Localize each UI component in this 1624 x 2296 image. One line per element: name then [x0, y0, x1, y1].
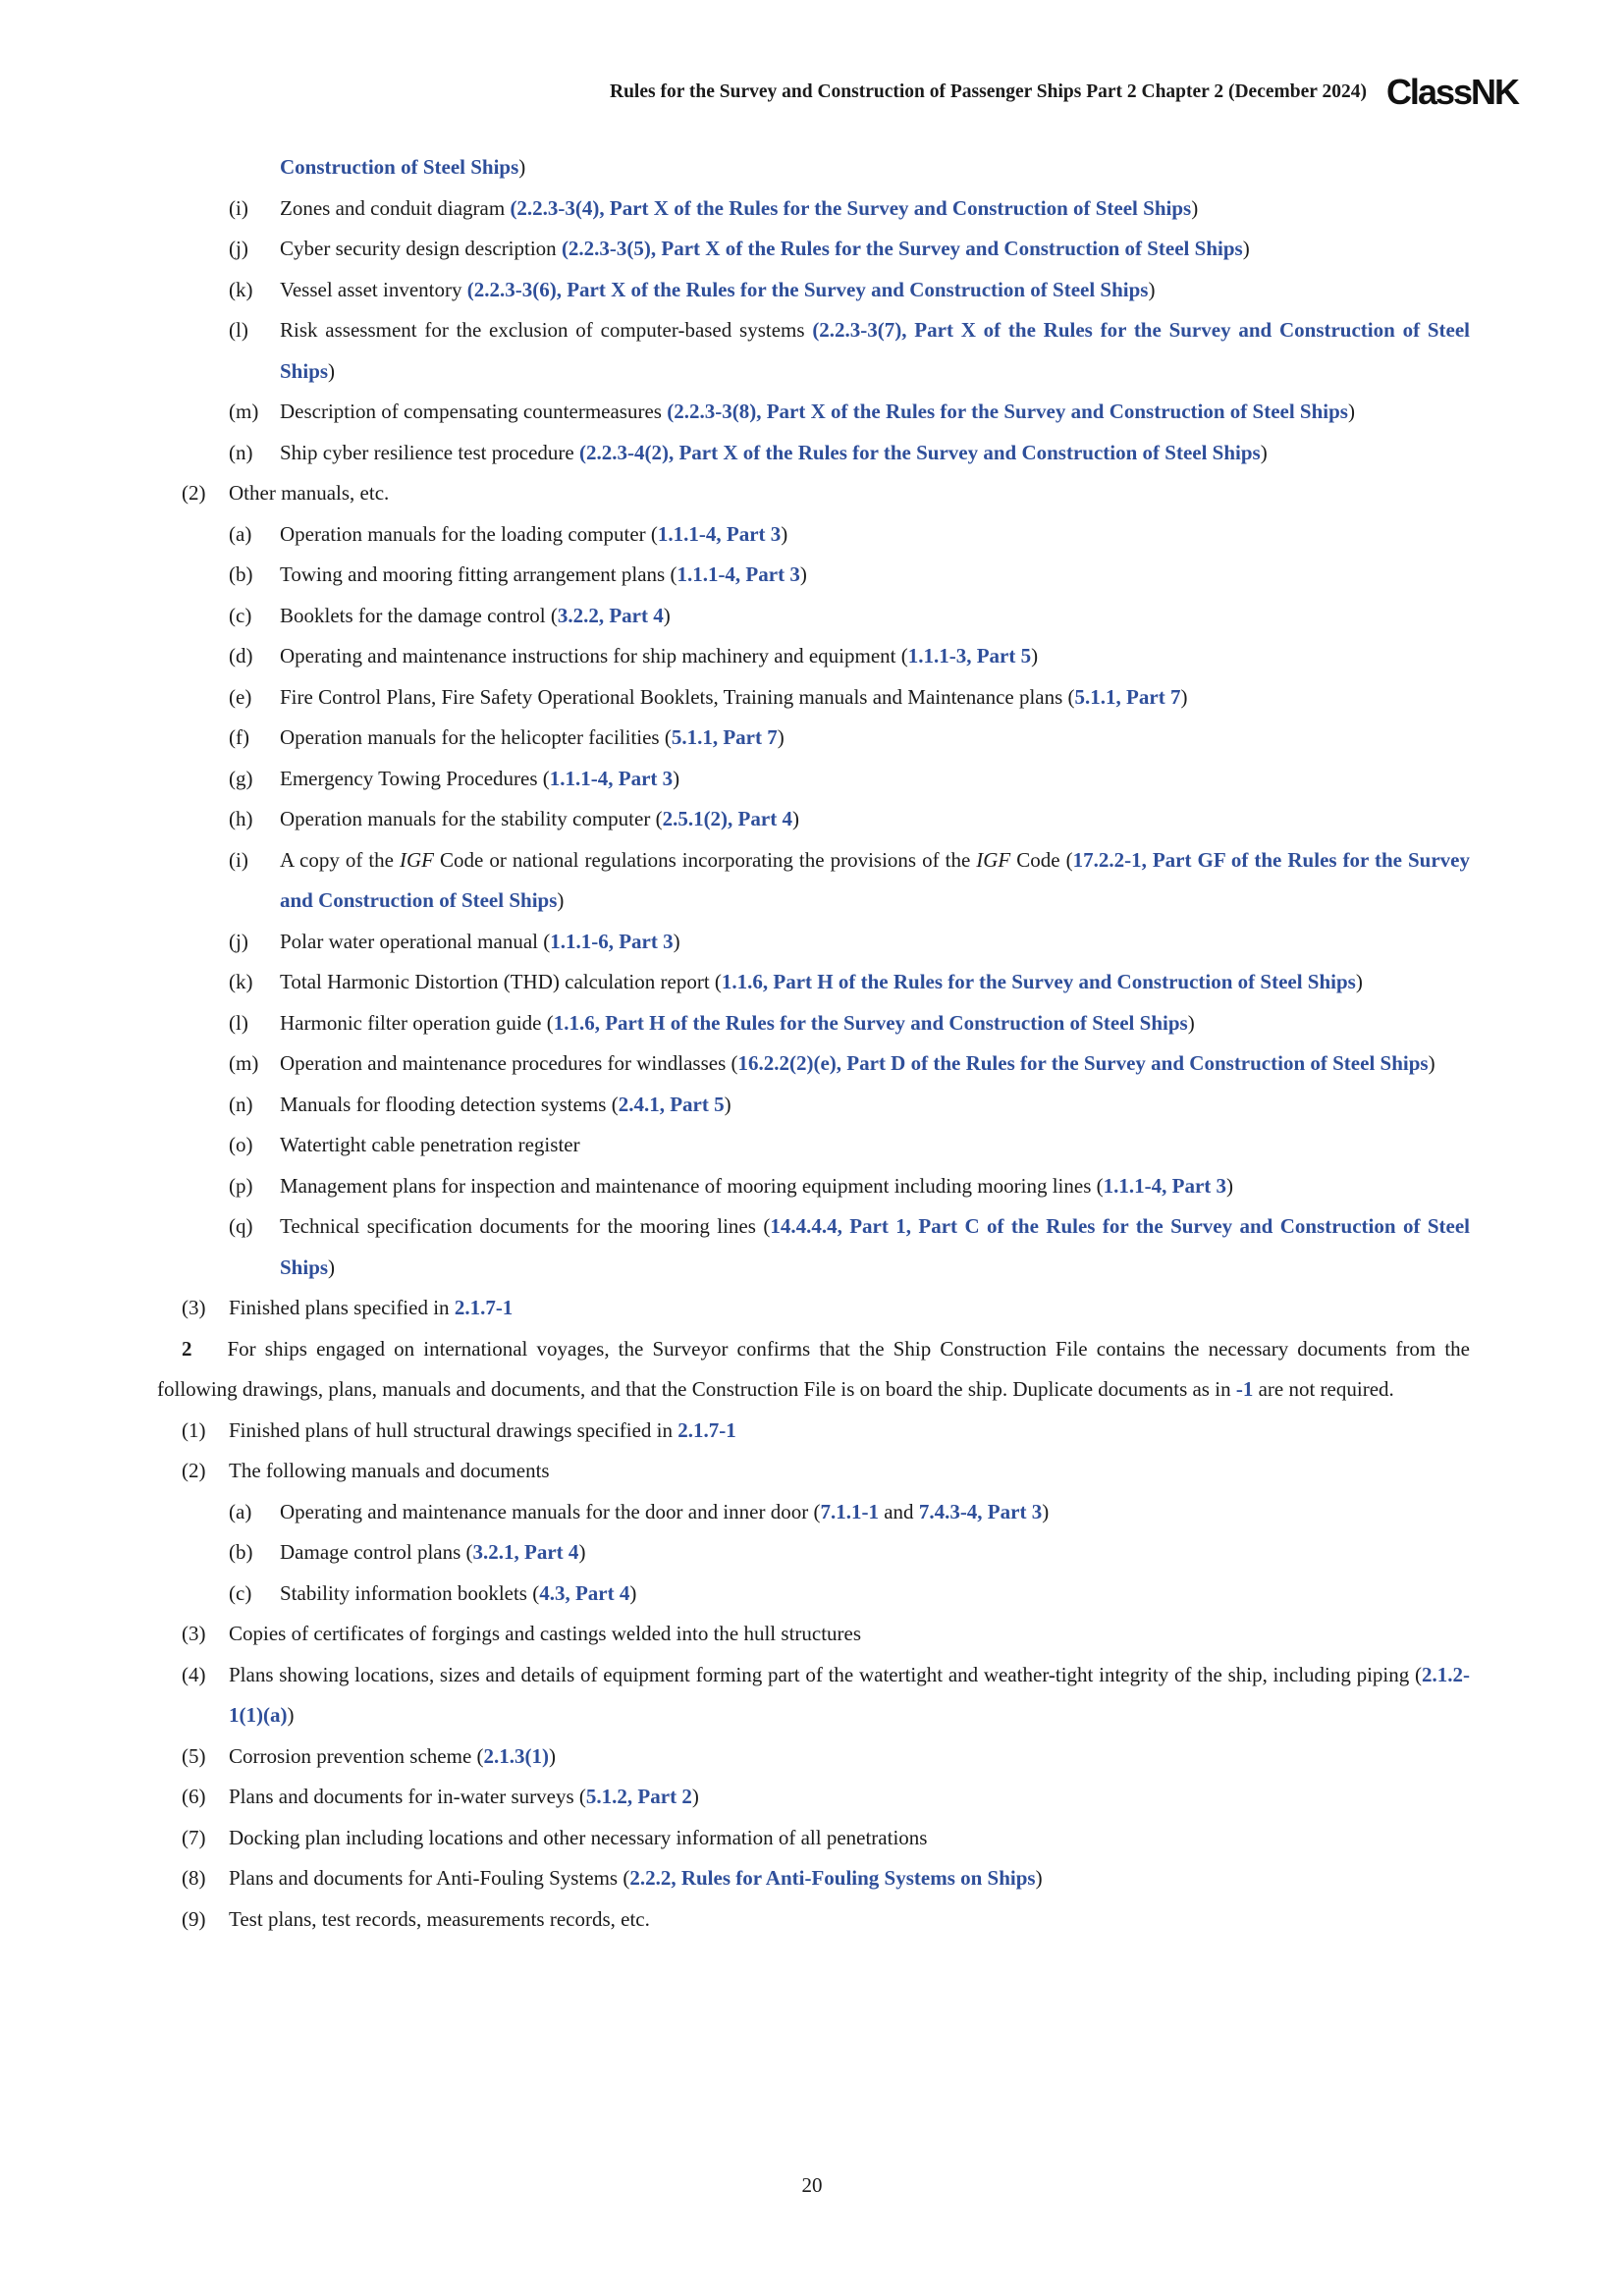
list-item [157, 1899, 1470, 1941]
list-item [157, 555, 1470, 596]
list-item [157, 1125, 1470, 1166]
continuation-line [280, 147, 1470, 188]
list-marker: (l) [229, 318, 248, 342]
list-marker: (8) [182, 1866, 206, 1890]
text-segment: Test plans, test records, measurements records, etc. [229, 1906, 650, 1931]
text-segment: Code or national regulations incorporating the provisions of the [434, 847, 977, 872]
text-segment: ) [1180, 684, 1188, 709]
text-segment: Risk assessment for the exclusion of computer-based systems [280, 318, 813, 342]
list-item-text [280, 1125, 1470, 1166]
list-marker: (k) [229, 970, 253, 993]
rule-reference-link[interactable]: 2.1.3(1) [483, 1743, 550, 1768]
text-segment: Docking plan including locations and other necessary information of all penetrations [229, 1825, 928, 1849]
list-item [157, 1288, 1470, 1329]
text-segment: Corrosion prevention scheme ( [229, 1743, 484, 1768]
text-segment: Booklets for the damage control ( [280, 603, 558, 627]
rule-reference-link[interactable]: -1 [1235, 1377, 1254, 1401]
list-marker: (3) [182, 1296, 206, 1319]
list-item-text [280, 799, 1470, 840]
text-segment: ) [781, 521, 788, 546]
list-item [157, 1818, 1470, 1859]
text-segment: Operation and maintenance procedures for windlasses ( [280, 1051, 738, 1075]
list-item [157, 759, 1470, 800]
list-item [157, 229, 1470, 270]
list-item [157, 1206, 1470, 1288]
page-number: 20 [801, 2173, 823, 2197]
list-item [157, 1858, 1470, 1899]
text-segment: Fire Control Plans, Fire Safety Operational Booklets, Training manuals and Maintenance plans ( [280, 684, 1075, 709]
text-segment: ) [1226, 1173, 1234, 1198]
rule-reference-link[interactable]: 3.2.2, Part 4 [557, 603, 664, 627]
text-segment: ) [791, 807, 799, 830]
text-segment: Operation manuals for the loading computer ( [280, 521, 658, 546]
list-item [157, 473, 1470, 514]
list-marker: (m) [229, 1051, 259, 1075]
list-item [157, 1411, 1470, 1452]
list-item [157, 433, 1470, 474]
list-item-text [229, 1858, 1470, 1899]
list-item-text [280, 1206, 1470, 1288]
rule-reference-link[interactable]: 5.1.1, Part 7 [671, 725, 778, 749]
paragraph-number: 2 [182, 1336, 192, 1361]
text-segment: Operating and maintenance manuals for the door and inner door ( [280, 1499, 821, 1523]
rule-reference-link[interactable]: 1.1.1-3, Part 5 [907, 644, 1032, 667]
text-segment-italic: IGF [400, 847, 434, 872]
text-segment: ) [1191, 195, 1199, 220]
text-segment: Operation manuals for the stability computer ( [280, 807, 663, 830]
list-item [157, 392, 1470, 433]
text-segment: ) [724, 1092, 731, 1116]
text-segment: Technical specification documents for the mooring lines ( [280, 1214, 771, 1238]
list-item [157, 799, 1470, 840]
list-item-text [280, 433, 1470, 474]
text-segment: ) [1035, 1866, 1043, 1890]
rule-reference-link[interactable]: 7.4.3-4, Part 3 [918, 1499, 1043, 1523]
text-segment: ) [663, 603, 671, 627]
rule-reference-link[interactable]: 14.4.4.4, Part 1, Part C of the Rules for the Survey and Construction of Steel Ships [280, 1214, 1471, 1279]
rule-reference-link[interactable]: 3.2.1, Part 4 [472, 1540, 579, 1564]
text-segment: are not required. [1253, 1377, 1394, 1401]
numbered-paragraph [157, 1329, 1470, 1411]
text-segment: The following manuals and documents [229, 1459, 550, 1482]
text-segment: Harmonic filter operation guide ( [280, 1010, 554, 1035]
list-marker: (5) [182, 1743, 206, 1768]
list-item [157, 1532, 1470, 1574]
list-item-text [229, 1411, 1470, 1452]
rule-reference-link[interactable]: 1.1.1-4, Part 3 [657, 521, 782, 546]
list-marker: (p) [229, 1173, 253, 1198]
text-segment: Ship cyber resilience test procedure [280, 440, 579, 464]
list-item-text [280, 310, 1470, 392]
text-segment: Polar water operational manual ( [280, 929, 551, 953]
list-item-text [229, 1288, 1470, 1329]
list-item-text [280, 1085, 1470, 1126]
list-marker: (m) [229, 400, 259, 423]
rule-reference-link[interactable]: 2.5.1(2), Part 4 [662, 807, 792, 830]
text-segment: ) [1031, 644, 1039, 667]
text-segment: Total Harmonic Distortion (THD) calculation report ( [280, 970, 722, 993]
list-item-text [280, 677, 1470, 719]
rule-reference-link[interactable]: 1.1.1-4, Part 3 [549, 766, 674, 790]
list-item-text [280, 514, 1470, 556]
text-segment: Operation manuals for the helicopter facilities ( [280, 725, 672, 749]
rule-reference-link[interactable]: 1.1.6, Part H of the Rules for the Survey and Construction of Steel Ships [721, 970, 1356, 993]
text-segment: Finished plans of hull structural drawings specified in [229, 1417, 678, 1442]
list-marker: (f) [229, 725, 249, 749]
list-marker: (c) [229, 1580, 252, 1605]
rule-reference-link[interactable]: 5.1.1, Part 7 [1074, 684, 1181, 709]
list-item-text [280, 555, 1470, 596]
text-segment: ) [1347, 400, 1355, 423]
list-marker: (e) [229, 684, 252, 709]
list-marker: (n) [229, 440, 253, 464]
rule-reference-link[interactable]: 1.1.1-4, Part 3 [677, 562, 800, 586]
list-marker: (j) [229, 237, 248, 260]
list-item-text [229, 473, 1470, 514]
text-segment: Description of compensating countermeasures [280, 400, 668, 423]
text-segment: Plans and documents for Anti-Fouling Systems ( [229, 1866, 630, 1890]
rule-reference-link[interactable]: 2.1.7-1 [454, 1296, 514, 1319]
list-marker: (h) [229, 807, 253, 830]
list-item [157, 1451, 1470, 1492]
list-item [157, 1614, 1470, 1655]
text-segment: ) [549, 1743, 557, 1768]
text-segment: ) [287, 1703, 295, 1727]
list-item-text [280, 392, 1470, 433]
rule-reference-link[interactable]: 7.1.1-1 [820, 1499, 879, 1523]
list-marker: (2) [182, 481, 206, 505]
list-marker: (k) [229, 277, 253, 301]
list-item [157, 718, 1470, 759]
text-segment-italic: IGF [976, 847, 1011, 872]
list-item-text [280, 229, 1470, 270]
text-segment: Vessel asset inventory [280, 277, 467, 301]
text-segment: ) [673, 766, 680, 790]
list-marker: (2) [182, 1459, 206, 1482]
rule-reference-link[interactable]: (2.2.3-4(2), Part X of the Rules for the Survey and Construction of Steel Ships [578, 440, 1261, 464]
list-item [157, 1085, 1470, 1126]
list-marker: (1) [182, 1417, 206, 1442]
list-item-text [280, 270, 1470, 311]
list-marker: (n) [229, 1092, 253, 1116]
list-item [157, 1574, 1470, 1615]
list-marker: (6) [182, 1785, 206, 1808]
rule-reference-link[interactable]: (2.2.3-3(8), Part X of the Rules for the Survey and Construction of Steel Ships [667, 400, 1348, 423]
list-item-text [280, 759, 1470, 800]
rule-reference-link[interactable]: 2.2.2, Rules for Anti-Fouling Systems on Ships [629, 1866, 1036, 1890]
text-segment: ) [691, 1785, 699, 1808]
list-item-text [229, 1818, 1470, 1859]
list-item-text [280, 1003, 1470, 1044]
text-segment: ) [1242, 237, 1250, 260]
text-segment: Code ( [1010, 847, 1073, 872]
list-marker: (9) [182, 1906, 206, 1931]
text-segment: Copies of certificates of forgings and castings welded into the hull structures [229, 1622, 862, 1645]
text-segment: ) [1187, 1010, 1195, 1035]
rule-reference-link[interactable]: 16.2.2(2)(e), Part D of the Rules for the Survey and Construction of Steel Ships [737, 1051, 1429, 1075]
text-segment: ) [629, 1580, 637, 1605]
classnk-logo: ClassNK [1385, 72, 1518, 112]
rule-reference-link[interactable]: (2.2.3-3(7), Part X of the Rules for the Survey and Construction of Steel Ships [280, 318, 1470, 383]
text-segment: ) [1042, 1499, 1050, 1523]
list-item [157, 270, 1470, 311]
rule-reference-link[interactable]: 17.2.2-1, Part GF of the Rules for the Survey and Construction of Steel Ships [280, 847, 1470, 912]
rule-reference-link[interactable]: 2.4.1, Part 5 [618, 1092, 725, 1116]
list-item-text [229, 1736, 1470, 1778]
list-marker: (b) [229, 1540, 253, 1564]
rule-reference-link[interactable]: 1.1.1-4, Part 3 [1103, 1173, 1227, 1198]
text-segment: ) [557, 888, 565, 912]
text-segment: Stability information booklets ( [280, 1580, 540, 1605]
list-item-text [280, 1532, 1470, 1574]
list-item-text [280, 1574, 1470, 1615]
list-marker: (a) [229, 521, 252, 546]
list-marker: (a) [229, 1499, 252, 1523]
list-item [157, 922, 1470, 963]
list-item [157, 1492, 1470, 1533]
list-item-text [229, 1451, 1470, 1492]
list-marker: (7) [182, 1825, 206, 1849]
list-item [157, 1777, 1470, 1818]
text-segment: For ships engaged on international voyages, the Surveyor confirms that the Ship Construction File contains the necessary documents from the following drawings, plans, manuals and documents, and that the Construction File is on board the ship. Duplicate documents as in [157, 1336, 1470, 1401]
list-item-text [280, 1043, 1470, 1085]
rule-reference-link[interactable]: (2.2.3-3(5), Part X of the Rules for the Survey and Construction of Steel Ships [561, 237, 1243, 260]
list-item-text [229, 1655, 1470, 1736]
list-item [157, 514, 1470, 556]
text-segment: ) [518, 155, 526, 179]
list-marker: (i) [229, 847, 248, 872]
list-marker: (c) [229, 603, 252, 627]
list-item [157, 1166, 1470, 1207]
list-marker: (g) [229, 766, 253, 790]
page-header [0, 72, 1518, 112]
list-item-text [280, 718, 1470, 759]
text-segment: Manuals for flooding detection systems ( [280, 1092, 619, 1116]
rule-reference-link[interactable]: 1.1.6, Part H of the Rules for the Survey and Construction of Steel Ships [553, 1010, 1188, 1035]
text-segment: ) [328, 1255, 336, 1279]
text-segment: Plans and documents for in-water surveys ( [229, 1785, 586, 1808]
list-item-text [280, 1492, 1470, 1533]
header-title: Rules for the Survey and Construction of Passenger Ships Part 2 Chapter 2 (December 2024) [610, 81, 1367, 102]
text-segment: ) [1260, 440, 1268, 464]
list-item [157, 1736, 1470, 1778]
list-item [157, 188, 1470, 230]
list-item [157, 310, 1470, 392]
text-segment: ) [1148, 277, 1156, 301]
list-item-text [280, 962, 1470, 1003]
list-item-text [280, 1166, 1470, 1207]
text-segment: Finished plans specified in [229, 1296, 455, 1319]
list-item-text [280, 922, 1470, 963]
text-segment: A copy of the [280, 847, 400, 872]
list-item-text [229, 1777, 1470, 1818]
rule-reference-link[interactable]: Construction of Steel Ships [280, 155, 519, 179]
text-segment: Other manuals, etc. [229, 481, 390, 505]
list-marker: (j) [229, 929, 248, 953]
list-item-text [280, 596, 1470, 637]
list-marker: (i) [229, 195, 248, 220]
document-body [157, 147, 1470, 1940]
list-item [157, 962, 1470, 1003]
list-marker: (b) [229, 562, 253, 586]
page-footer [0, 2173, 1624, 2198]
rule-reference-link[interactable]: 1.1.1-6, Part 3 [550, 929, 674, 953]
list-marker: (o) [229, 1133, 253, 1156]
list-item-text [280, 636, 1470, 677]
list-item [157, 1003, 1470, 1044]
text-segment: and [878, 1499, 919, 1523]
text-segment: ) [777, 725, 785, 749]
rule-reference-link[interactable]: 5.1.2, Part 2 [585, 1785, 692, 1808]
text-segment: Damage control plans ( [280, 1540, 473, 1564]
text-segment: Watertight cable penetration register [280, 1133, 580, 1156]
list-marker: (3) [182, 1622, 206, 1645]
text-segment: ) [1355, 970, 1363, 993]
text-segment: ) [328, 358, 336, 383]
text-segment: ) [799, 562, 807, 586]
list-item-text [229, 1614, 1470, 1655]
rule-reference-link[interactable]: 4.3, Part 4 [539, 1580, 630, 1605]
list-item [157, 840, 1470, 922]
text-segment: Towing and mooring fitting arrangement plans ( [280, 562, 677, 586]
list-marker: (d) [229, 644, 253, 667]
list-item [157, 1655, 1470, 1736]
text-segment: ) [1428, 1051, 1435, 1075]
list-item [157, 1043, 1470, 1085]
text-segment: Cyber security design description [280, 237, 562, 260]
rule-reference-link[interactable]: (2.2.3-3(4), Part X of the Rules for the Survey and Construction of Steel Ships [510, 195, 1192, 220]
text-segment: ) [673, 929, 680, 953]
text-segment: Operating and maintenance instructions for ship machinery and equipment ( [280, 644, 908, 667]
text-segment: Management plans for inspection and maintenance of mooring equipment including mooring lines ( [280, 1173, 1104, 1198]
text-segment: ) [578, 1540, 586, 1564]
list-item [157, 677, 1470, 719]
rule-reference-link[interactable]: 2.1.7-1 [677, 1417, 736, 1442]
list-item [157, 596, 1470, 637]
list-item-text [280, 840, 1470, 922]
list-item-text [229, 1899, 1470, 1941]
rule-reference-link[interactable]: (2.2.3-3(6), Part X of the Rules for the Survey and Construction of Steel Ships [466, 277, 1149, 301]
rule-reference-link[interactable]: 2.1.2-1(1)(a) [229, 1662, 1470, 1727]
list-marker: (4) [182, 1662, 206, 1686]
text-segment: Emergency Towing Procedures ( [280, 766, 550, 790]
list-marker: (l) [229, 1010, 248, 1035]
list-item-text [280, 188, 1470, 230]
list-marker: (q) [229, 1214, 253, 1238]
text-segment: Zones and conduit diagram [280, 195, 511, 220]
text-segment: Plans showing locations, sizes and details of equipment forming part of the watertight and weather-tight integrity of the ship, including piping ( [229, 1662, 1422, 1686]
list-item [157, 636, 1470, 677]
